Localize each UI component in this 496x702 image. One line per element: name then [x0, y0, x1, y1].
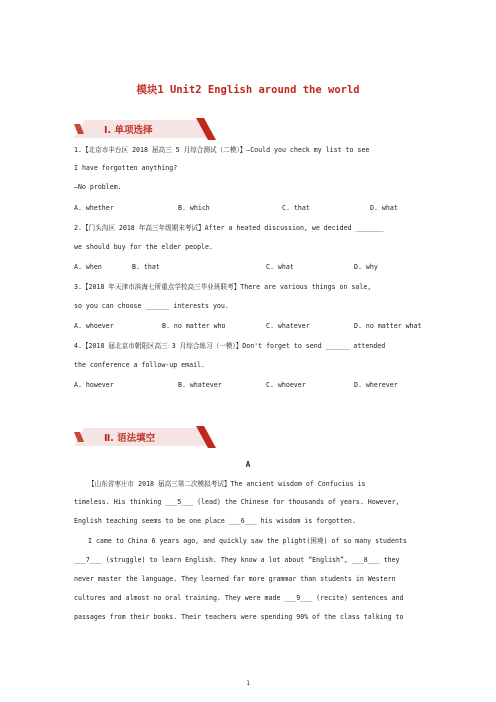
question-2-line-2: we should buy for the elder people. — [74, 243, 213, 251]
option-a: A. whoever — [74, 322, 114, 330]
option-a: A. whether — [74, 204, 114, 212]
option-c: C. whatever — [266, 322, 310, 330]
passage-line: never master the language. They learned far more grammar than students in Western — [74, 575, 396, 583]
question-2-line-1: 2.【门头沟区 2018 年高三年级期末考试】After a heated discussion, we decided _______ — [74, 224, 384, 232]
question-4-line-1: 4.【2018 届北京市朝阳区高三 3 月综合练习（一模）】Don't forget to send ______ attended — [74, 342, 386, 350]
question-1-options — [74, 204, 434, 213]
option-d: D. no matter what — [354, 322, 422, 330]
passage-line: 【山东省枣庄市 2018 届高三第二次模拟考试】The ancient wisdom of Confucius is — [88, 480, 366, 488]
passage-heading: A — [245, 460, 251, 469]
question-2-options — [74, 263, 434, 272]
section-label: Ⅰ. 单项选择 — [104, 125, 153, 136]
option-d: D. wherever — [354, 381, 398, 389]
option-b: B. no matter who — [162, 322, 226, 330]
section-banner-1 — [74, 118, 214, 140]
section-label: Ⅱ. 语法填空 — [104, 433, 156, 444]
question-1-line-1: 1.【北京市丰台区 2018 届高三 5 月综合测试（二模）】—Could you check my list to see — [74, 146, 370, 154]
question-3-line-1: 3.【2018 年天津市滨海七所重点学校高三毕业班联考】There are various things on sale, — [74, 283, 372, 291]
option-a: A. when — [74, 263, 102, 271]
passage-line: ___7___ (struggle) to learn English. They know a lot about “English”, ___8___ they — [74, 556, 400, 564]
option-d: D. why — [354, 263, 378, 271]
option-d: D. what — [370, 204, 398, 212]
passage-line: cultures and almost no oral training. They were made ___9___ (recite) sentences and — [74, 594, 404, 602]
option-c: C. whoever — [266, 381, 306, 389]
question-3-line-2: so you can choose ______ interests you. — [74, 302, 229, 310]
passage-line: timeless. His thinking ___5___ (lead) the Chinese for thousands of years. However, — [74, 498, 400, 506]
option-c: C. what — [266, 263, 294, 271]
option-c: C. that — [282, 204, 310, 212]
passage-line: English teaching seems to be one place ___6___ his wisdom is forgotten. — [74, 517, 356, 525]
section-banner-2 — [74, 426, 214, 448]
question-1-line-2: I have forgotten anything? — [74, 164, 178, 172]
question-1-line-3: —No problem. — [74, 183, 122, 191]
question-3-options — [74, 322, 434, 331]
page-title: 模块1 Unit2 English around the world — [136, 84, 360, 96]
page-number: 1 — [246, 680, 250, 687]
passage-line: passages from their books. Their teachers were spending 90% of the class talking to — [74, 613, 404, 621]
option-a: A. however — [74, 381, 114, 389]
option-b: B. whatever — [178, 381, 222, 389]
option-b: B. which — [178, 204, 210, 212]
question-4-options — [74, 381, 434, 390]
question-4-line-2: the conference a follow-up email. — [74, 361, 206, 369]
passage-line: I came to China 6 years ago, and quickly saw the plight(困境) of so many students — [88, 537, 407, 545]
option-b: B. that — [132, 263, 160, 271]
